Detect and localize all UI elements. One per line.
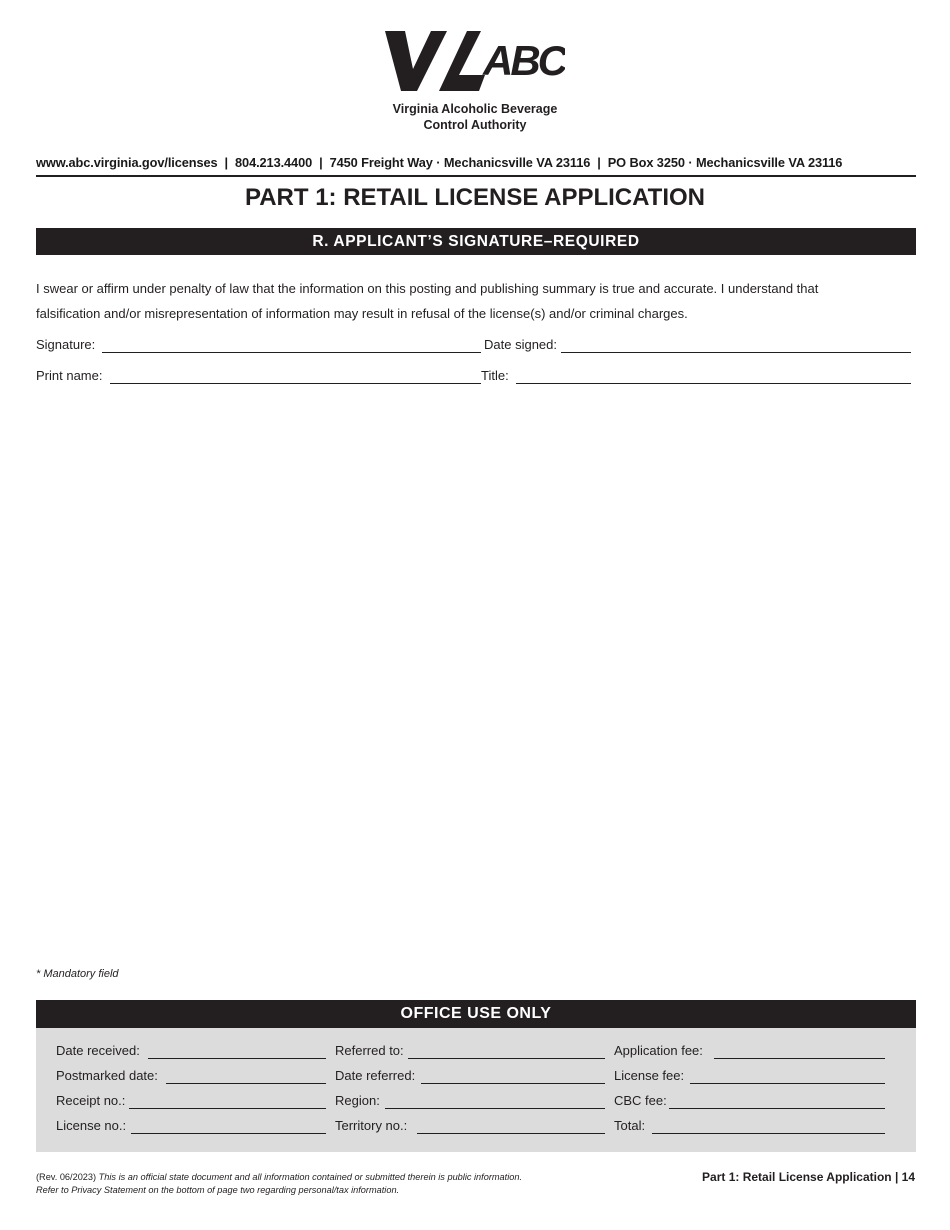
cbc-fee-field[interactable] xyxy=(669,1108,885,1109)
va-abc-logo xyxy=(385,29,565,93)
po-box-address: PO Box 3250 · Mechanicsville VA 23116 xyxy=(607,155,843,170)
revision-date: (Rev. 06/2023) xyxy=(36,1172,97,1182)
print-name-label: Print name: xyxy=(36,368,103,383)
print-name-field[interactable] xyxy=(110,383,481,384)
signature-field[interactable] xyxy=(102,352,481,353)
receipt-no-label: Receipt no.: xyxy=(56,1093,126,1108)
public-info-notice: This is an official state document and all information contained or submitted therein is public information. xyxy=(98,1172,523,1182)
title-field[interactable] xyxy=(516,383,911,384)
date-received-label: Date received: xyxy=(56,1043,140,1058)
postmarked-date-field[interactable] xyxy=(166,1083,326,1084)
referred-to-label: Referred to: xyxy=(335,1043,404,1058)
page-number-label: Part 1: Retail License Application | 14 xyxy=(702,1170,915,1184)
license-fee-field[interactable] xyxy=(690,1083,885,1084)
title-label: Title: xyxy=(481,368,509,383)
referred-to-field[interactable] xyxy=(408,1058,605,1059)
date-referred-field[interactable] xyxy=(421,1083,605,1084)
receipt-no-field[interactable] xyxy=(129,1108,326,1109)
application-fee-label: Application fee: xyxy=(614,1043,703,1058)
separator: | xyxy=(319,155,323,170)
svg-text:ABC: ABC xyxy=(483,37,565,84)
mandatory-note: * Mandatory field xyxy=(36,968,119,980)
website-link[interactable]: www.abc.virginia.gov/licenses xyxy=(36,155,218,170)
separator: | xyxy=(597,155,601,170)
oath-line-1: I swear or affirm under penalty of law that the information on this posting and publishing summary is true and accurate. I understand that xyxy=(36,281,819,296)
postmarked-date-label: Postmarked date: xyxy=(56,1068,158,1083)
application-fee-field[interactable] xyxy=(714,1058,885,1059)
total-label: Total: xyxy=(614,1118,646,1133)
contact-line xyxy=(36,155,916,170)
oath-statement xyxy=(36,276,916,326)
license-no-field[interactable] xyxy=(131,1133,326,1134)
signature-label: Signature: xyxy=(36,337,96,352)
signature-section-heading: R. APPLICANT’S SIGNATURE–REQUIRED xyxy=(36,228,916,255)
oath-line-2: falsification and/or misrepresentation of information may result in refusal of the license(s) and/or criminal charges. xyxy=(36,306,688,321)
region-field[interactable] xyxy=(385,1108,605,1109)
region-label: Region: xyxy=(335,1093,380,1108)
date-signed-field[interactable] xyxy=(561,352,911,353)
header-divider xyxy=(36,175,916,177)
territory-no-field[interactable] xyxy=(417,1133,605,1134)
office-use-heading: OFFICE USE ONLY xyxy=(36,1000,916,1028)
street-address: 7450 Freight Way · Mechanicsville VA 23116 xyxy=(329,155,591,170)
date-received-field[interactable] xyxy=(148,1058,326,1059)
license-fee-label: License fee: xyxy=(614,1068,685,1083)
total-field[interactable] xyxy=(652,1133,885,1134)
org-name-line2: Control Authority xyxy=(423,118,527,132)
page-title: PART 1: RETAIL LICENSE APPLICATION xyxy=(244,184,706,211)
cbc-fee-label: CBC fee: xyxy=(614,1093,667,1108)
footer-notice xyxy=(36,1171,522,1197)
phone-number: 804.213.4400 xyxy=(235,155,313,170)
date-signed-label: Date signed: xyxy=(484,337,557,352)
license-no-label: License no.: xyxy=(56,1118,127,1133)
separator: | xyxy=(224,155,229,170)
privacy-notice: Refer to Privacy Statement on the bottom of page two regarding personal/tax information. xyxy=(36,1185,400,1195)
date-referred-label: Date referred: xyxy=(335,1068,416,1083)
org-name-line1: Virginia Alcoholic Beverage xyxy=(392,102,558,116)
territory-no-label: Territory no.: xyxy=(335,1118,408,1133)
